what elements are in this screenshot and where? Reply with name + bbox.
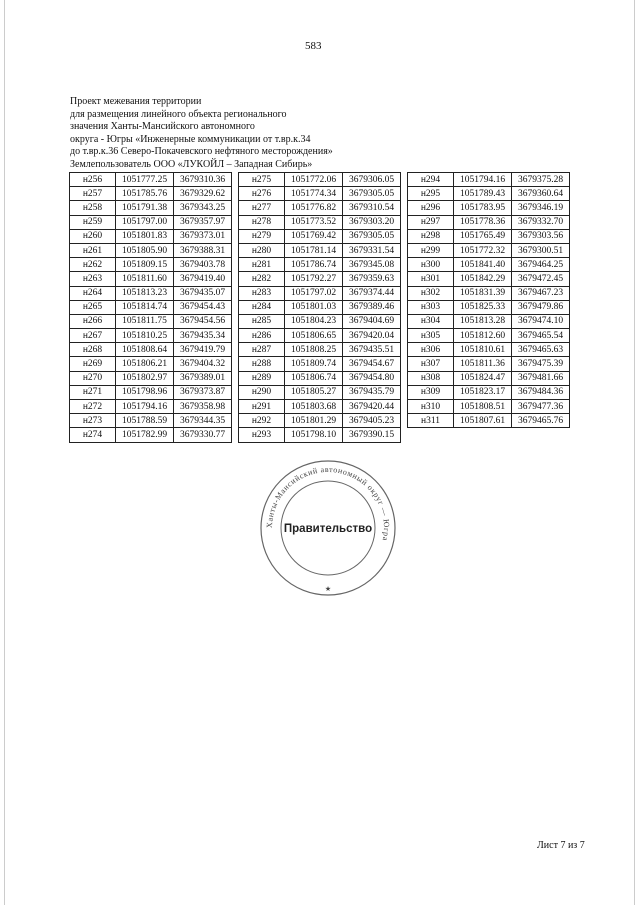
x-coordinate-cell: 1051842.29	[454, 272, 512, 286]
point-id-cell: н256	[70, 173, 116, 187]
table-row	[70, 357, 232, 371]
y-coordinate-cell: 3679474.10	[512, 314, 570, 328]
y-coordinate-cell: 3679331.54	[343, 243, 401, 257]
point-id-cell: н308	[408, 371, 454, 385]
x-coordinate-cell: 1051797.02	[285, 286, 343, 300]
y-coordinate-cell: 3679464.25	[512, 258, 570, 272]
x-coordinate-cell: 1051805.27	[285, 385, 343, 399]
x-coordinate-cell: 1051774.34	[285, 187, 343, 201]
point-id-cell: н259	[70, 215, 116, 229]
y-coordinate-cell: 3679374.44	[343, 286, 401, 300]
x-coordinate-cell: 1051841.40	[454, 258, 512, 272]
header-line: значения Ханты-Мансийского автономного	[70, 121, 255, 132]
table-row	[70, 428, 232, 442]
x-coordinate-cell: 1051803.68	[285, 400, 343, 414]
point-id-cell: н268	[70, 343, 116, 357]
right-scan-edge	[634, 0, 635, 905]
x-coordinate-cell: 1051791.38	[116, 201, 174, 215]
x-coordinate-cell: 1051794.16	[454, 173, 512, 187]
y-coordinate-cell: 3679467.23	[512, 286, 570, 300]
point-id-cell: н295	[408, 187, 454, 201]
point-id-cell: н304	[408, 314, 454, 328]
table-row	[408, 201, 570, 215]
table-row	[408, 258, 570, 272]
point-id-cell: н285	[239, 314, 285, 328]
y-coordinate-cell: 3679404.69	[343, 314, 401, 328]
table-row	[408, 343, 570, 357]
x-coordinate-cell: 1051788.59	[116, 414, 174, 428]
point-id-cell: н262	[70, 258, 116, 272]
point-id-cell: н276	[239, 187, 285, 201]
point-id-cell: н299	[408, 243, 454, 257]
x-coordinate-cell: 1051806.65	[285, 329, 343, 343]
y-coordinate-cell: 3679472.45	[512, 272, 570, 286]
coordinates-table-3	[407, 172, 570, 428]
table-row	[239, 173, 401, 187]
x-coordinate-cell: 1051789.43	[454, 187, 512, 201]
page-number: 583	[305, 40, 322, 52]
point-id-cell: н266	[70, 314, 116, 328]
header-line: до т.вр.к.36 Северо-Покачевского нефтяного месторождения»	[70, 146, 333, 157]
point-id-cell: н270	[70, 371, 116, 385]
y-coordinate-cell: 3679389.46	[343, 300, 401, 314]
point-id-cell: н286	[239, 329, 285, 343]
table-row	[70, 329, 232, 343]
point-id-cell: н300	[408, 258, 454, 272]
table-row	[239, 272, 401, 286]
y-coordinate-cell: 3679435.51	[343, 343, 401, 357]
x-coordinate-cell: 1051831.39	[454, 286, 512, 300]
point-id-cell: н265	[70, 300, 116, 314]
y-coordinate-cell: 3679405.23	[343, 414, 401, 428]
x-coordinate-cell: 1051808.25	[285, 343, 343, 357]
coordinates-table-2	[238, 172, 401, 443]
y-coordinate-cell: 3679435.07	[174, 286, 232, 300]
table-row	[239, 428, 401, 442]
table-row	[408, 215, 570, 229]
point-id-cell: н296	[408, 201, 454, 215]
x-coordinate-cell: 1051798.96	[116, 385, 174, 399]
point-id-cell: н261	[70, 243, 116, 257]
x-coordinate-cell: 1051797.00	[116, 215, 174, 229]
x-coordinate-cell: 1051769.42	[285, 229, 343, 243]
y-coordinate-cell: 3679330.77	[174, 428, 232, 442]
point-id-cell: н272	[70, 400, 116, 414]
point-id-cell: н301	[408, 272, 454, 286]
table-row	[408, 243, 570, 257]
header-line: для размещения линейного объекта регионального	[70, 108, 287, 120]
y-coordinate-cell: 3679465.63	[512, 343, 570, 357]
table-row	[70, 187, 232, 201]
point-id-cell: н280	[239, 243, 285, 257]
x-coordinate-cell: 1051806.74	[285, 371, 343, 385]
table-row	[239, 357, 401, 371]
table-row	[408, 300, 570, 314]
x-coordinate-cell: 1051804.23	[285, 314, 343, 328]
coordinates-table-1	[69, 172, 232, 443]
point-id-cell: н260	[70, 229, 116, 243]
table-row	[70, 343, 232, 357]
y-coordinate-cell: 3679305.05	[343, 229, 401, 243]
table-row	[239, 201, 401, 215]
point-id-cell: н292	[239, 414, 285, 428]
table-row	[70, 300, 232, 314]
table-row	[70, 243, 232, 257]
x-coordinate-cell: 1051801.03	[285, 300, 343, 314]
y-coordinate-cell: 3679420.04	[343, 329, 401, 343]
x-coordinate-cell: 1051773.52	[285, 215, 343, 229]
table-row	[408, 400, 570, 414]
table-row	[239, 300, 401, 314]
y-coordinate-cell: 3679346.19	[512, 201, 570, 215]
point-id-cell: н273	[70, 414, 116, 428]
x-coordinate-cell: 1051808.64	[116, 343, 174, 357]
official-seal	[258, 458, 398, 598]
point-id-cell: н263	[70, 272, 116, 286]
table-row	[239, 258, 401, 272]
x-coordinate-cell: 1051776.82	[285, 201, 343, 215]
table-row	[408, 173, 570, 187]
y-coordinate-cell: 3679389.01	[174, 371, 232, 385]
y-coordinate-cell: 3679484.36	[512, 385, 570, 399]
table-row	[408, 329, 570, 343]
x-coordinate-cell: 1051824.47	[454, 371, 512, 385]
point-id-cell: н277	[239, 201, 285, 215]
table-row	[70, 400, 232, 414]
x-coordinate-cell: 1051794.16	[116, 400, 174, 414]
point-id-cell: н309	[408, 385, 454, 399]
point-id-cell: н282	[239, 272, 285, 286]
table-row	[70, 385, 232, 399]
x-coordinate-cell: 1051813.23	[116, 286, 174, 300]
table-row	[408, 385, 570, 399]
table-row	[70, 173, 232, 187]
document-header	[70, 96, 333, 171]
point-id-cell: н287	[239, 343, 285, 357]
table-row	[408, 187, 570, 201]
y-coordinate-cell: 3679373.87	[174, 385, 232, 399]
point-id-cell: н275	[239, 173, 285, 187]
y-coordinate-cell: 3679359.63	[343, 272, 401, 286]
point-id-cell: н281	[239, 258, 285, 272]
x-coordinate-cell: 1051810.61	[454, 343, 512, 357]
x-coordinate-cell: 1051811.36	[454, 357, 512, 371]
y-coordinate-cell: 3679388.31	[174, 243, 232, 257]
table-row	[70, 258, 232, 272]
y-coordinate-cell: 3679345.08	[343, 258, 401, 272]
point-id-cell: н293	[239, 428, 285, 442]
point-id-cell: н274	[70, 428, 116, 442]
x-coordinate-cell: 1051801.83	[116, 229, 174, 243]
seal-ring-textpath: Ханты-Мансийский автономный округ — Югра	[264, 464, 392, 542]
table-row	[70, 414, 232, 428]
y-coordinate-cell: 3679454.56	[174, 314, 232, 328]
x-coordinate-cell: 1051765.49	[454, 229, 512, 243]
y-coordinate-cell: 3679435.34	[174, 329, 232, 343]
x-coordinate-cell: 1051806.21	[116, 357, 174, 371]
table-row	[239, 229, 401, 243]
x-coordinate-cell: 1051802.97	[116, 371, 174, 385]
x-coordinate-cell: 1051807.61	[454, 414, 512, 428]
table-row	[408, 229, 570, 243]
y-coordinate-cell: 3679329.62	[174, 187, 232, 201]
y-coordinate-cell: 3679419.40	[174, 272, 232, 286]
y-coordinate-cell: 3679305.05	[343, 187, 401, 201]
y-coordinate-cell: 3679477.36	[512, 400, 570, 414]
point-id-cell: н267	[70, 329, 116, 343]
x-coordinate-cell: 1051782.99	[116, 428, 174, 442]
table-row	[408, 414, 570, 428]
x-coordinate-cell: 1051785.76	[116, 187, 174, 201]
x-coordinate-cell: 1051781.14	[285, 243, 343, 257]
x-coordinate-cell: 1051808.51	[454, 400, 512, 414]
y-coordinate-cell: 3679332.70	[512, 215, 570, 229]
x-coordinate-cell: 1051778.36	[454, 215, 512, 229]
point-id-cell: н311	[408, 414, 454, 428]
table-row	[239, 343, 401, 357]
x-coordinate-cell: 1051786.74	[285, 258, 343, 272]
x-coordinate-cell: 1051783.95	[454, 201, 512, 215]
x-coordinate-cell: 1051809.15	[116, 258, 174, 272]
point-id-cell: н302	[408, 286, 454, 300]
y-coordinate-cell: 3679465.76	[512, 414, 570, 428]
x-coordinate-cell: 1051772.06	[285, 173, 343, 187]
table-row	[408, 286, 570, 300]
table-row	[239, 385, 401, 399]
point-id-cell: н271	[70, 385, 116, 399]
table-row	[408, 314, 570, 328]
y-coordinate-cell: 3679390.15	[343, 428, 401, 442]
y-coordinate-cell: 3679419.79	[174, 343, 232, 357]
table-row	[70, 286, 232, 300]
y-coordinate-cell: 3679454.80	[343, 371, 401, 385]
x-coordinate-cell: 1051805.90	[116, 243, 174, 257]
y-coordinate-cell: 3679420.44	[343, 400, 401, 414]
point-id-cell: н279	[239, 229, 285, 243]
y-coordinate-cell: 3679375.28	[512, 173, 570, 187]
y-coordinate-cell: 3679373.01	[174, 229, 232, 243]
table-row	[408, 272, 570, 286]
table-row	[408, 371, 570, 385]
y-coordinate-cell: 3679343.25	[174, 201, 232, 215]
x-coordinate-cell: 1051812.60	[454, 329, 512, 343]
table-row	[239, 329, 401, 343]
point-id-cell: н269	[70, 357, 116, 371]
table-row	[70, 272, 232, 286]
x-coordinate-cell: 1051825.33	[454, 300, 512, 314]
y-coordinate-cell: 3679435.79	[343, 385, 401, 399]
x-coordinate-cell: 1051811.60	[116, 272, 174, 286]
left-scan-edge	[4, 0, 5, 905]
table-row	[239, 215, 401, 229]
y-coordinate-cell: 3679404.32	[174, 357, 232, 371]
table-row	[239, 187, 401, 201]
table-row	[70, 215, 232, 229]
point-id-cell: н306	[408, 343, 454, 357]
y-coordinate-cell: 3679481.66	[512, 371, 570, 385]
x-coordinate-cell: 1051772.32	[454, 243, 512, 257]
y-coordinate-cell: 3679360.64	[512, 187, 570, 201]
x-coordinate-cell: 1051823.17	[454, 385, 512, 399]
x-coordinate-cell: 1051811.75	[116, 314, 174, 328]
point-id-cell: н291	[239, 400, 285, 414]
point-id-cell: н303	[408, 300, 454, 314]
point-id-cell: н257	[70, 187, 116, 201]
point-id-cell: н298	[408, 229, 454, 243]
point-id-cell: н289	[239, 371, 285, 385]
table-row	[70, 229, 232, 243]
y-coordinate-cell: 3679403.78	[174, 258, 232, 272]
point-id-cell: н290	[239, 385, 285, 399]
point-id-cell: н264	[70, 286, 116, 300]
y-coordinate-cell: 3679310.36	[174, 173, 232, 187]
y-coordinate-cell: 3679310.54	[343, 201, 401, 215]
point-id-cell: н307	[408, 357, 454, 371]
header-line: Землепользователь ООО «ЛУКОЙЛ – Западная Сибирь»	[70, 158, 313, 170]
y-coordinate-cell: 3679475.39	[512, 357, 570, 371]
table-row	[239, 414, 401, 428]
table-row	[70, 371, 232, 385]
table-row	[239, 371, 401, 385]
point-id-cell: н278	[239, 215, 285, 229]
y-coordinate-cell: 3679454.67	[343, 357, 401, 371]
y-coordinate-cell: 3679306.05	[343, 173, 401, 187]
point-id-cell: н288	[239, 357, 285, 371]
y-coordinate-cell: 3679454.43	[174, 300, 232, 314]
table-row	[70, 201, 232, 215]
table-row	[239, 400, 401, 414]
table-row	[408, 357, 570, 371]
point-id-cell: н258	[70, 201, 116, 215]
x-coordinate-cell: 1051809.74	[285, 357, 343, 371]
x-coordinate-cell: 1051777.25	[116, 173, 174, 187]
table-row	[70, 314, 232, 328]
point-id-cell: н284	[239, 300, 285, 314]
y-coordinate-cell: 3679357.97	[174, 215, 232, 229]
point-id-cell: н310	[408, 400, 454, 414]
y-coordinate-cell: 3679303.20	[343, 215, 401, 229]
x-coordinate-cell: 1051792.27	[285, 272, 343, 286]
header-line: округа - Югры «Инженерные коммуникации от т.вр.к.34	[70, 133, 311, 145]
point-id-cell: н297	[408, 215, 454, 229]
y-coordinate-cell: 3679300.51	[512, 243, 570, 257]
x-coordinate-cell: 1051801.29	[285, 414, 343, 428]
seal-star-icon: ★	[324, 585, 332, 593]
point-id-cell: н283	[239, 286, 285, 300]
point-id-cell: н305	[408, 329, 454, 343]
table-row	[239, 314, 401, 328]
y-coordinate-cell: 3679344.35	[174, 414, 232, 428]
x-coordinate-cell: 1051814.74	[116, 300, 174, 314]
y-coordinate-cell: 3679479.86	[512, 300, 570, 314]
x-coordinate-cell: 1051810.25	[116, 329, 174, 343]
y-coordinate-cell: 3679303.56	[512, 229, 570, 243]
x-coordinate-cell: 1051813.28	[454, 314, 512, 328]
point-id-cell: н294	[408, 173, 454, 187]
table-row	[239, 243, 401, 257]
sheet-counter: Лист 7 из 7	[537, 840, 585, 851]
header-line: Проект межевания территории	[70, 96, 202, 107]
seal-center-text: Правительство	[283, 523, 373, 535]
x-coordinate-cell: 1051798.10	[285, 428, 343, 442]
y-coordinate-cell: 3679465.54	[512, 329, 570, 343]
table-row	[239, 286, 401, 300]
seal-graphic	[258, 458, 398, 598]
y-coordinate-cell: 3679358.98	[174, 400, 232, 414]
